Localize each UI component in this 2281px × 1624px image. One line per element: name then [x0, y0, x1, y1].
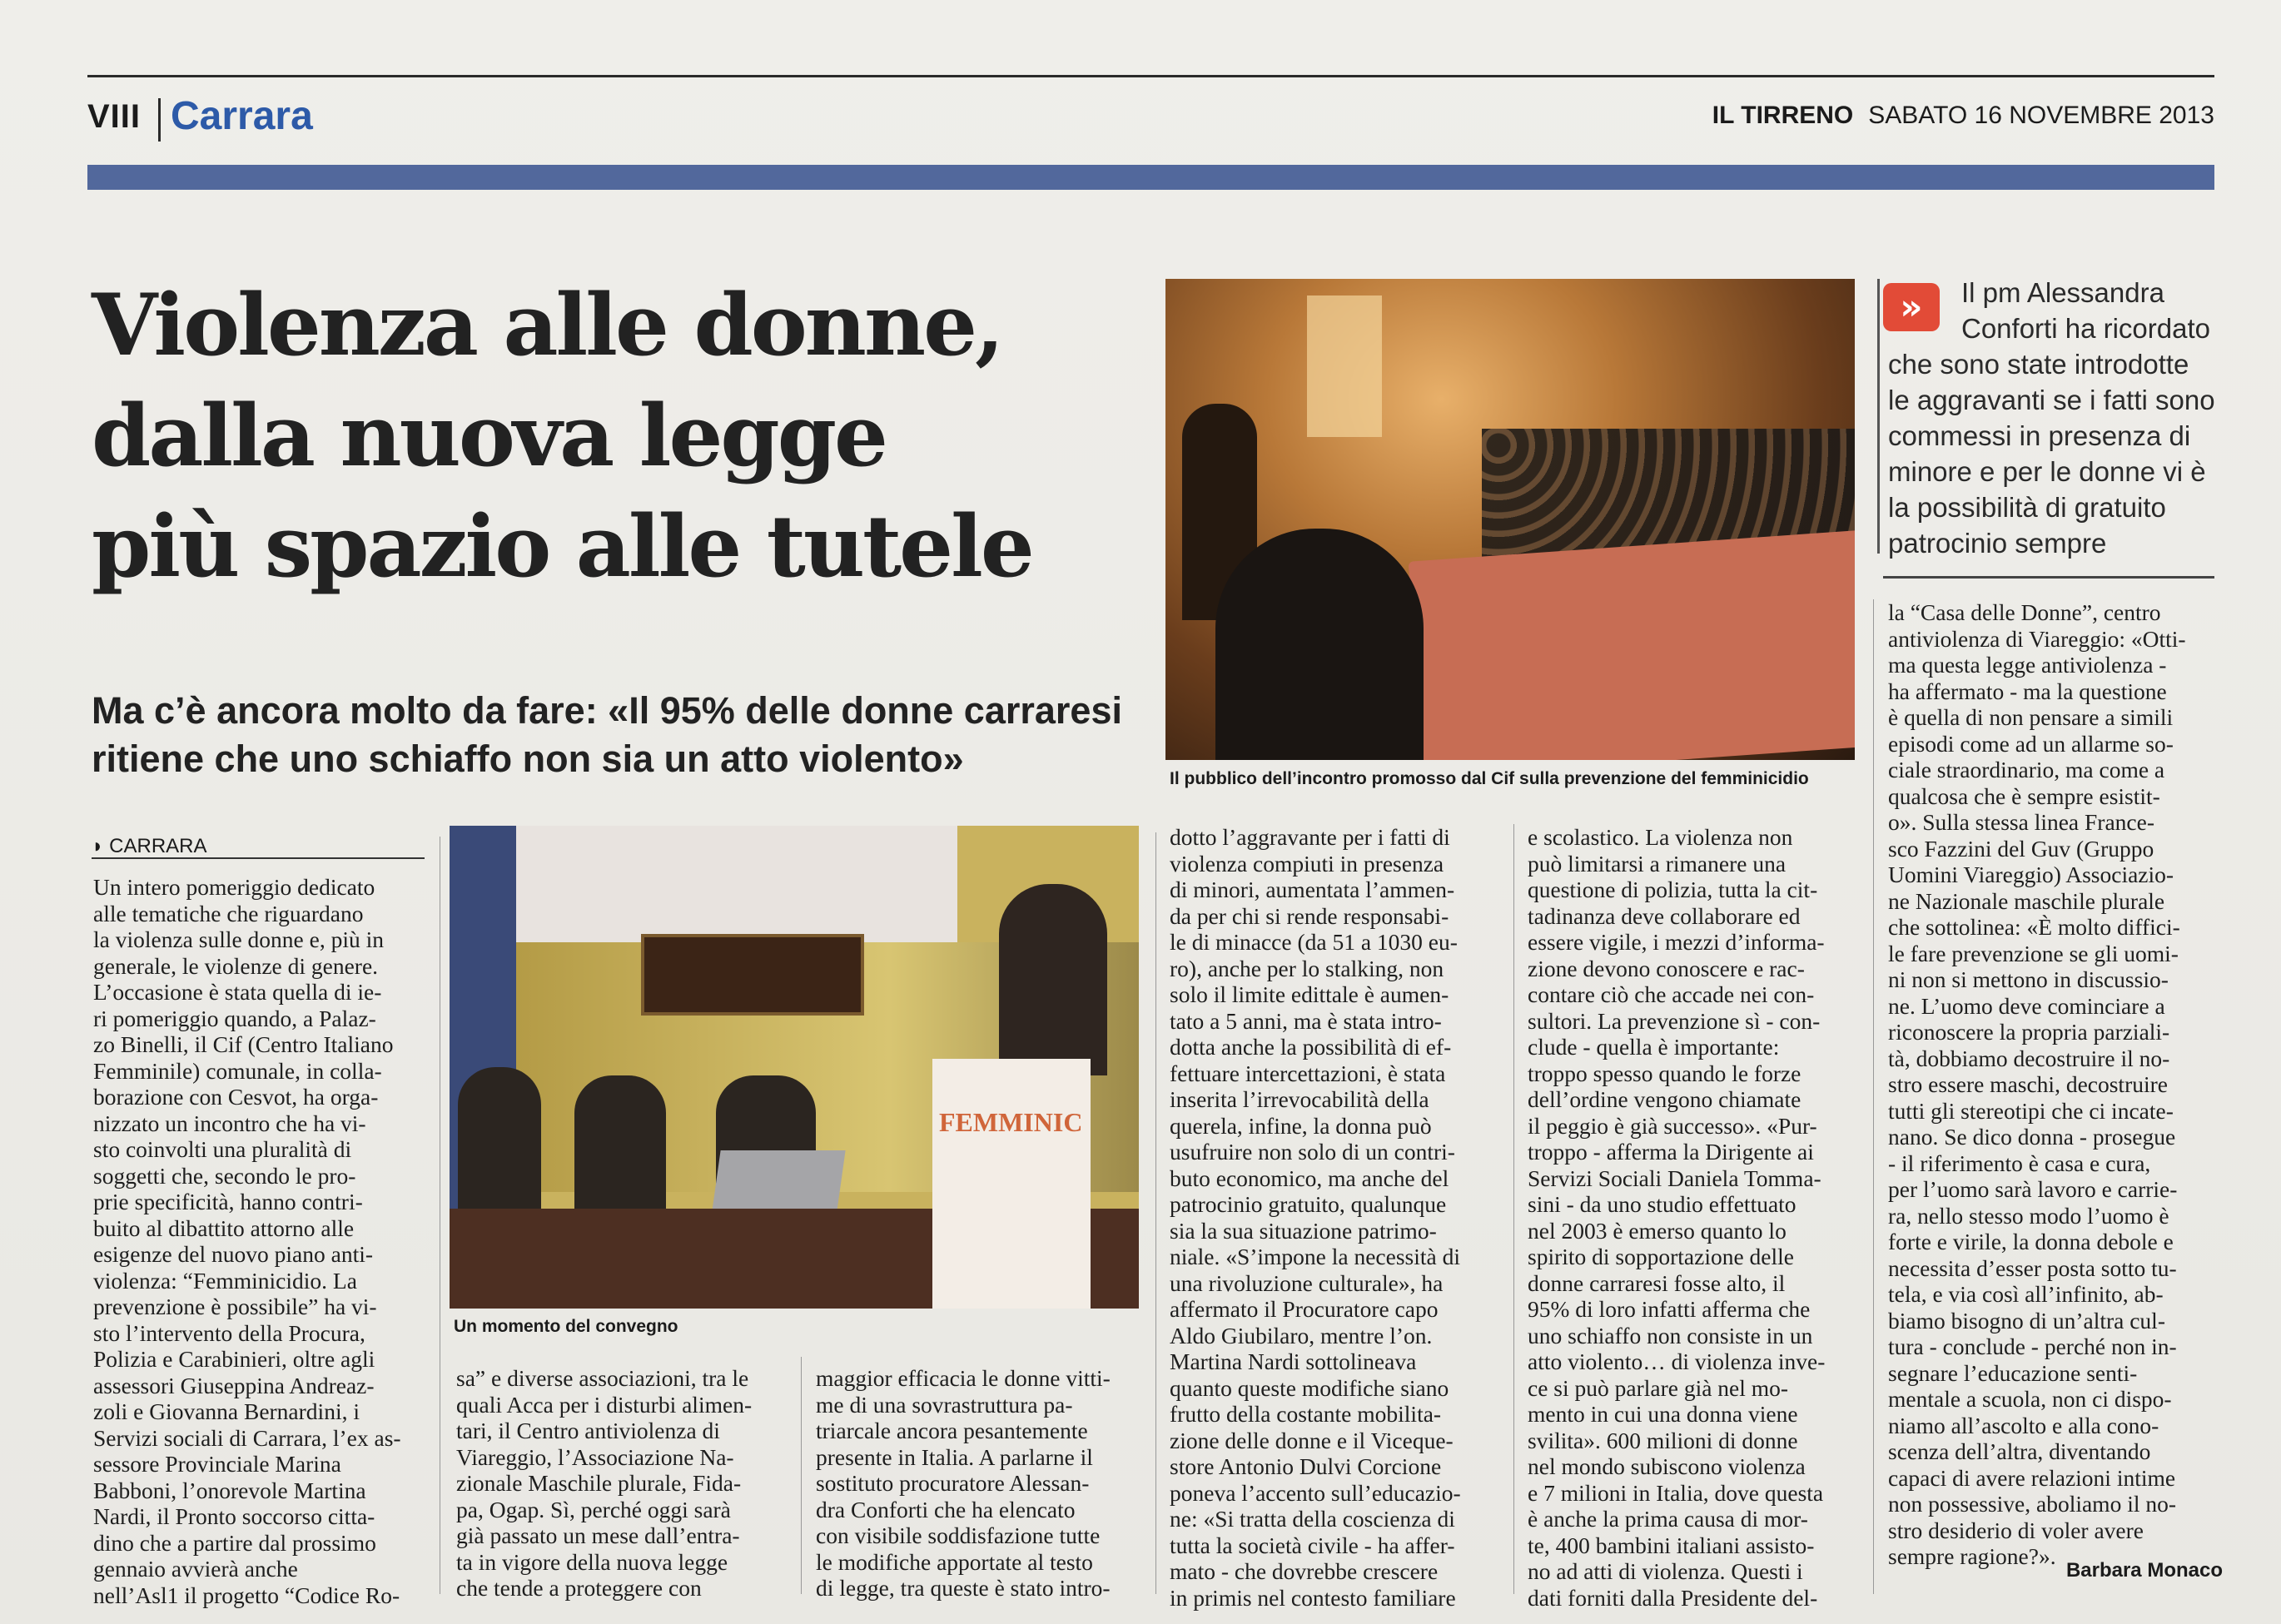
main-photo-caption: Il pubblico dell’incontro promosso dal Cif sulla prevenzione del femminicidio	[1170, 769, 1809, 788]
text-line: - il riferimento è casa e cura,	[1888, 1150, 2151, 1176]
page-number: VIII	[87, 98, 142, 135]
text-line: tato a 5 anni, ma è stata intro-	[1170, 1007, 1442, 1034]
text-line: Servizi sociali di Carrara, l’ex as-	[93, 1424, 401, 1451]
secondary-photo-caption: Un momento del convegno	[454, 1317, 678, 1336]
headline-line: dalla nuova legge	[92, 386, 886, 486]
double-chevron-icon: »	[1883, 283, 1940, 331]
text-line: mentale a scuola, non ci dispo-	[1888, 1386, 2172, 1412]
article-column-3	[816, 1365, 1145, 1602]
photo-projection-screen	[483, 826, 957, 942]
text-line: ne: «Si tratta della coscienza di	[1170, 1506, 1455, 1532]
text-line: 95% di loro infatti afferma che	[1528, 1296, 1811, 1322]
text-line: Babboni, l’onorevole Martina	[93, 1477, 366, 1503]
text-line: segnare l’educazione senti-	[1888, 1359, 2138, 1386]
headline-line: Violenza alle donne,	[92, 276, 1002, 375]
pullquote-line: commessi in presenza di	[1888, 420, 2191, 451]
text-line: le di minacce (da 51 a 1030 eu-	[1170, 929, 1458, 955]
text-line: soggetti che, secondo le pro-	[93, 1162, 356, 1189]
text-line: Un intero pomeriggio dedicato	[93, 874, 375, 900]
headline	[92, 271, 1174, 603]
text-line: Servizi Sociali Daniela Tomma-	[1528, 1165, 1821, 1191]
text-line: sco Fazzini del Guv (Gruppo	[1888, 835, 2154, 862]
text-line: atto violento… di violenza inve-	[1528, 1348, 1826, 1374]
text-line: stro essere maschi, decostruire	[1888, 1071, 2168, 1097]
text-line: violenza: “Femminicidio. La	[93, 1267, 357, 1294]
header-divider	[158, 98, 161, 142]
text-line: dati forniti dalla Presidente del-	[1528, 1584, 1818, 1611]
text-line: buto economico, ma anche del	[1170, 1165, 1449, 1191]
section-title: Carrara	[171, 94, 313, 138]
text-line: nel mondo subiscono violenza	[1528, 1453, 1806, 1479]
text-line: ri pomeriggio quando, a Palaz-	[93, 1005, 376, 1031]
text-line: ro), anche per lo stalking, non	[1170, 955, 1444, 981]
text-line: prevenzione è possibile” ha vi-	[93, 1294, 377, 1319]
text-line: capaci di avere relazioni intime	[1888, 1464, 2176, 1491]
text-line: tadinanza deve collaborare ed	[1528, 902, 1801, 929]
text-line: una rivoluzione culturale», ha	[1170, 1269, 1444, 1296]
text-line: donne carraresi fosse alto, il	[1528, 1269, 1786, 1296]
text-line: e 7 milioni in Italia, dove questa	[1528, 1479, 1824, 1506]
photo-window	[1307, 295, 1382, 437]
text-line: dotto l’aggravante per i fatti di	[1170, 824, 1450, 850]
text-line: clude - quella è importante:	[1528, 1034, 1780, 1060]
text-line: stro desiderio di voler avere	[1888, 1517, 2144, 1543]
text-line: triarcale ancora pesantemente	[816, 1418, 1088, 1443]
text-line: zione devono conoscere e rac-	[1528, 955, 1805, 981]
text-line: solo il limite edittale è aumen-	[1170, 981, 1449, 1007]
text-line: in primis nel contesto familiare	[1170, 1584, 1456, 1611]
pullquote-line: le aggravanti se i fatti sono	[1888, 385, 2215, 415]
text-line: tela, e via così all’infinito, ab-	[1888, 1281, 2164, 1307]
text-line: svilita». 600 milioni di donne	[1528, 1427, 1798, 1453]
photo-speaker	[999, 884, 1107, 1075]
text-line: ce si può parlare già nel mo-	[1528, 1374, 1789, 1401]
text-line: quali Acca per i disturbi alimen-	[456, 1391, 753, 1418]
text-line: Aldo Giubilaro, mentre l’on.	[1170, 1322, 1433, 1348]
photo-painting	[641, 934, 864, 1016]
text-line: ta in vigore della nuova legge	[456, 1548, 728, 1575]
text-line: troppo spesso quando le forze	[1528, 1060, 1801, 1086]
text-line: sultori. La prevenzione sì - con-	[1528, 1007, 1821, 1034]
dateline-rule	[92, 857, 425, 859]
pullquote-line: la possibilità di gratuito	[1888, 492, 2166, 523]
text-line: generale, le violenze di genere.	[93, 952, 379, 979]
text-line: fettuare intercettazioni, è stata	[1170, 1060, 1446, 1086]
text-line: qualcosa che è sempre esistit-	[1888, 782, 2160, 809]
text-line: per l’uomo sarà lavoro e carrie-	[1888, 1176, 2178, 1202]
photo-foreground-person	[1215, 529, 1424, 760]
text-line: store Antonio Dulvi Corcione	[1170, 1453, 1442, 1479]
pullquote-bottom-rule	[1883, 576, 2214, 579]
text-line: questione di polizia, tutta la cit-	[1528, 877, 1818, 902]
text-line: prie specificità, hanno contri-	[93, 1189, 363, 1214]
text-line: L’occasione è stata quella di ie-	[93, 979, 382, 1005]
text-line: spirito di sopportazione delle	[1528, 1244, 1794, 1269]
subheadline-line: Ma c’è ancora molto da fare: «Il 95% delle donne carraresi	[92, 689, 1122, 732]
text-line: ciale straordinario, ma come a	[1888, 757, 2165, 782]
text-line: tutta la società civile - ha affer-	[1170, 1532, 1455, 1558]
text-line: borazione con Cesvot, ha orga-	[93, 1084, 379, 1110]
text-line: presente in Italia. A parlarne il	[816, 1443, 1093, 1470]
subheadline-line: ritiene che uno schiaffo non sia un atto violento»	[92, 738, 964, 780]
text-line: di legge, tra queste è stato intro-	[816, 1575, 1111, 1601]
text-line: quanto queste modifiche siano	[1170, 1374, 1449, 1401]
text-line: che tende a proteggere con	[456, 1575, 702, 1601]
text-line: con visibile soddisfazione tutte	[816, 1522, 1101, 1548]
pullquote-rule	[1877, 279, 1880, 554]
top-rule	[87, 75, 2214, 77]
photo-laptop	[711, 1150, 845, 1217]
text-line: da per chi si rende responsabi-	[1170, 902, 1449, 929]
text-line: Uomini Viareggio) Associazio-	[1888, 862, 2174, 887]
text-line: biamo bisogno di un’altra cul-	[1888, 1307, 2165, 1333]
article-column-5	[1528, 824, 1861, 1611]
text-line: il peggio è già successo». «Pur-	[1528, 1112, 1817, 1139]
text-line: la violenza sulle donne e, più in	[93, 926, 385, 952]
text-line: zione delle donne e il Viceque-	[1170, 1427, 1454, 1453]
text-line: Polizia e Carabinieri, oltre agli	[93, 1346, 375, 1372]
article-column-1	[93, 874, 426, 1608]
article-column-6	[1888, 599, 2221, 1570]
text-line: uno schiaffo non consiste in un	[1528, 1322, 1813, 1348]
text-line: già passato un mese dall’entra-	[456, 1522, 740, 1548]
text-line: antiviolenza di Viareggio: «Otti-	[1888, 625, 2186, 652]
text-line: niale. «S’impone la necessità di	[1170, 1244, 1461, 1269]
text-line: Viareggio, l’Associazione Na-	[456, 1443, 734, 1470]
text-line: sto l’intervento della Procura,	[93, 1319, 365, 1346]
issue-date: SABATO 16 NOVEMBRE 2013	[1868, 102, 2214, 129]
text-line: tà, dobbiamo decostruire il no-	[1888, 1045, 2170, 1071]
text-line: te, 400 bambini italiani assisto-	[1528, 1532, 1815, 1558]
text-line: querela, infine, la donna può	[1170, 1112, 1432, 1139]
pullquote-line: patrocinio sempre	[1888, 528, 2107, 559]
text-line: buito al dibattito attorno alle	[93, 1214, 355, 1241]
text-line: sini - da uno studio effettuato	[1528, 1191, 1796, 1217]
text-line: sa” e diverse associazioni, tra le	[456, 1365, 749, 1391]
text-line: non possessive, aboliamo il no-	[1888, 1491, 2177, 1517]
text-line: zoli e Giovanna Bernardini, i	[93, 1398, 360, 1424]
text-line: ni non si mettono in discussio-	[1888, 966, 2169, 992]
text-line: pa, Ogap. Sì, perché oggi sarà	[456, 1496, 731, 1522]
text-line: dino che a partire dal prossimo	[93, 1529, 376, 1556]
section-color-band	[87, 165, 2214, 190]
text-line: sto coinvolti una pluralità di	[93, 1136, 352, 1162]
text-line: o». Sulla stessa linea France-	[1888, 809, 2154, 835]
text-line: ra, nello stesso modo l’uomo è	[1888, 1202, 2169, 1229]
text-line: contare ciò che accade nei con-	[1528, 981, 1815, 1007]
text-line: ha affermato - ma la questione	[1888, 678, 2167, 704]
text-line: che sottolinea: «È molto diffici-	[1888, 914, 2180, 940]
text-line: frutto della costante mobilita-	[1170, 1401, 1442, 1427]
text-line: patrocinio gratuito, qualunque	[1170, 1191, 1447, 1217]
text-line: essere vigile, i mezzi d’informa-	[1528, 929, 1825, 955]
newspaper-name: IL TIRRENO	[1712, 102, 1854, 129]
pullquote-line: Il pm Alessandra	[1961, 277, 2164, 308]
text-line: tutti gli stereotipi che ci incate-	[1888, 1097, 2174, 1124]
text-line: riconoscere la propria parziali-	[1888, 1019, 2170, 1045]
text-line: le fare prevenzione se gli uomi-	[1888, 940, 2179, 966]
text-line: dra Conforti che ha elencato	[816, 1496, 1076, 1522]
text-line: niamo all’ascolto e alla cono-	[1888, 1412, 2159, 1438]
text-line: no ad atti di violenza. Questi i	[1528, 1558, 1803, 1584]
text-line: nell’Asl1 il progetto “Codice Ro-	[93, 1582, 400, 1608]
text-line: mento in cui una donna viene	[1528, 1401, 1798, 1427]
article-column-4	[1170, 824, 1503, 1611]
text-line: Femminile) comunale, in colla-	[93, 1057, 382, 1084]
dateline: ◗ CARRARA	[92, 835, 207, 857]
banner-text: FEMMINIC	[939, 1107, 1083, 1137]
pullquote-line: che sono state introdotte	[1888, 349, 2189, 380]
text-line: esigenze del nuovo piano anti-	[93, 1241, 374, 1267]
text-line: zo Binelli, il Cif (Centro Italiano	[93, 1031, 394, 1057]
text-line: ne. L’uomo deve cominciare a	[1888, 992, 2165, 1019]
photo-table	[1409, 529, 1855, 760]
text-line: dell’ordine vengono chiamate	[1528, 1086, 1801, 1112]
article-column-2	[456, 1365, 785, 1602]
text-line: tari, il Centro antiviolenza di	[456, 1418, 720, 1443]
photo-banner	[932, 1059, 1091, 1309]
text-line: troppo - afferma la Dirigente ai	[1528, 1139, 1814, 1165]
text-line: nel 2003 è emerso quanto lo	[1528, 1217, 1787, 1244]
text-line: me di una sovrastruttura pa-	[816, 1391, 1073, 1418]
text-line: nano. Se dico donna - prosegue	[1888, 1124, 2176, 1150]
text-line: è anche la prima causa di mor-	[1528, 1506, 1808, 1532]
column-rule	[1513, 824, 1514, 1594]
byline: Barbara Monaco	[2065, 1559, 2223, 1582]
text-line: e scolastico. La violenza non	[1528, 824, 1793, 850]
text-line: sessore Provinciale Marina	[93, 1451, 341, 1477]
column-rule	[1873, 599, 1874, 1594]
column-rule	[801, 1357, 802, 1594]
pullquote	[1888, 275, 2213, 561]
headline-line: più spazio alle tutele	[92, 497, 1032, 597]
text-line: sostituto procuratore Alessan-	[816, 1470, 1090, 1496]
text-line: nizzato un incontro che ha vi-	[93, 1110, 366, 1136]
text-line: episodi come ad un allarme so-	[1888, 730, 2174, 757]
text-line: è quella di non pensare a simili	[1888, 704, 2174, 730]
text-line: affermato il Procuratore capo	[1170, 1296, 1439, 1322]
text-line: le modifiche apportate al testo	[816, 1548, 1093, 1575]
conference-audience-photo	[1165, 279, 1855, 760]
text-line: assessori Giuseppina Andreaz-	[93, 1372, 375, 1398]
text-line: può limitarsi a rimanere una	[1528, 850, 1787, 877]
text-line: inserita l’irrevocabilità della	[1170, 1086, 1429, 1112]
text-line: Nardi, il Pronto soccorso citta-	[93, 1503, 375, 1529]
text-line: di minori, aumentata l’ammen-	[1170, 877, 1455, 902]
text-line: scenza dell’altra, diventando	[1888, 1438, 2151, 1464]
text-line: ne Nazionale maschile plurale	[1888, 887, 2165, 914]
pullquote-line: minore e per le donne vi è	[1888, 456, 2206, 487]
text-line: usufruire non solo di un contri-	[1170, 1139, 1455, 1165]
text-line: alle tematiche che riguardano	[93, 900, 364, 926]
conference-panel-photo	[450, 826, 1139, 1309]
pullquote-line: Conforti ha ricordato	[1961, 313, 2210, 344]
dateline-city: CARRARA	[109, 835, 207, 857]
text-line: sempre ragione?».	[1888, 1543, 2056, 1569]
text-line: forte e virile, la donna debole e	[1888, 1229, 2174, 1254]
text-line: ma questa legge antiviolenza -	[1888, 652, 2167, 678]
column-rule	[1155, 832, 1156, 1594]
text-line: maggior efficacia le donne vitti-	[816, 1365, 1111, 1391]
subheadline	[92, 687, 1157, 783]
text-line: violenza compiuti in presenza	[1170, 850, 1444, 877]
text-line: zionale Maschile plurale, Fida-	[456, 1470, 742, 1496]
photo-panelist	[574, 1075, 666, 1225]
photo-panelist	[458, 1067, 541, 1225]
text-line: Martina Nardi sottolineava	[1170, 1348, 1417, 1374]
text-line: mato - che dovrebbe crescere	[1170, 1558, 1439, 1584]
text-line: tura - conclude - perché non in-	[1888, 1333, 2177, 1359]
text-line: la “Casa delle Donne”, centro	[1888, 599, 2161, 625]
text-line: sia la sua situazione patrimo-	[1170, 1217, 1437, 1244]
text-line: dotta anche la possibilità di ef-	[1170, 1034, 1452, 1060]
masthead	[1712, 102, 2214, 130]
text-line: poneva l’accento sull’educazio-	[1170, 1479, 1461, 1506]
text-line: necessita d’esser posta sotto tu-	[1888, 1254, 2177, 1281]
text-line: gennaio avvierà anche	[93, 1556, 298, 1582]
